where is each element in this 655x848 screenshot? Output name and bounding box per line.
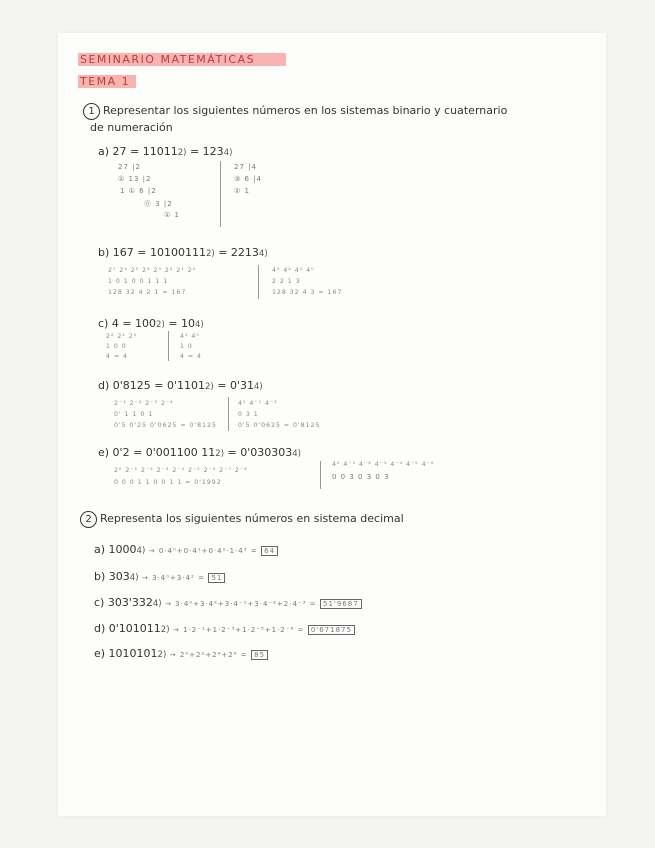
q1d-label: d) 0'8125 = 0'1101 (98, 379, 206, 392)
q2-text: Representa los siguientes números en sistema decimal (100, 512, 404, 525)
q1c-divider (168, 331, 169, 361)
q2c (94, 596, 362, 609)
q1d-sub2: 4) (253, 382, 263, 392)
q2a (94, 543, 278, 556)
q2a-work: → 0·4⁰+0·4¹+0·4²·1·4³ = (148, 547, 258, 555)
q1c-work-right-0: 4¹ 4⁰ (180, 333, 200, 340)
q2-prompt (80, 511, 404, 528)
q2c-result: 51'9687 (320, 599, 362, 609)
q1a-work-left-0: 27 |2 (118, 163, 141, 171)
q1c-eq: = 10 (168, 317, 195, 330)
q2e (94, 647, 268, 660)
q1b-work-right-1: 2 2 1 3 (272, 278, 301, 285)
q1c-work-left-0: 2² 2¹ 2⁰ (106, 333, 138, 340)
q1d-divider (228, 397, 229, 431)
q2d-work: → 1·2⁻¹+1·2⁻³+1·2⁻⁵+1·2⁻⁶ = (173, 626, 305, 634)
q1a-sub2: 4) (223, 148, 233, 158)
q1e-divider (320, 461, 321, 489)
q1a-eq: = 123 (189, 145, 224, 158)
q1e-eq: = 0'030303 (227, 446, 293, 459)
q2e-sub: 2) (157, 650, 167, 660)
q1b-label: b) 167 = 10100111 (98, 246, 206, 259)
q1b-work-right-0: 4³ 4² 4¹ 4⁰ (272, 267, 315, 274)
q1e-work-left-0: 2⁰ 2⁻¹ 2⁻² 2⁻³ 2⁻⁴ 2⁻⁵ 2⁻⁶ 2⁻⁷ 2⁻⁸ (114, 467, 248, 474)
q1e-work-right-0: 4⁰ 4⁻¹ 4⁻² 4⁻³ 4⁻⁴ 4⁻⁵ 4⁻⁶ (332, 461, 435, 468)
q1b-sub1: 2) (205, 249, 215, 259)
q1a-sub1: 2) (177, 148, 187, 158)
q1-text-line2: de numeración (90, 121, 173, 134)
q2e-result: 85 (251, 650, 268, 660)
q2e-work: → 2⁰+2²+2⁴+2⁶ = (169, 651, 248, 659)
q1b-work-left-2: 128 32 4 2 1 = 167 (108, 289, 187, 296)
q1e-equation (98, 446, 301, 459)
q1d-work-right-1: 0 3 1 (238, 411, 259, 418)
q2a-sub: 4) (136, 546, 146, 556)
q1c-sub1: 2) (156, 320, 165, 330)
q2b-work: → 3·4⁰+3·4² = (142, 574, 205, 582)
q1a-work-right-0: 27 |4 (234, 163, 257, 171)
q1-prompt (83, 103, 507, 120)
q2b-label: b) 303 (94, 570, 130, 583)
q1b-eq: = 2213 (218, 246, 259, 259)
q1d-work-left-0: 2⁻¹ 2⁻² 2⁻³ 2⁻⁴ (114, 400, 174, 407)
q1e-work-right-1: 0 0 3 0 3 0 3 (332, 473, 390, 481)
q2d-label: d) 0'101011 (94, 622, 161, 635)
q2b (94, 570, 225, 583)
q2a-result: 64 (261, 546, 278, 556)
q1d-work-right-2: 0'5 0'0625 = 0'8125 (238, 422, 321, 429)
q1c-work-left-1: 1 0 0 (106, 343, 127, 350)
q2a-label: a) 1000 (94, 543, 137, 556)
q2-number: 2 (80, 511, 97, 528)
q1b-divider (258, 265, 259, 299)
q2d-result: 0'671875 (308, 625, 355, 635)
q1-number: 1 (83, 103, 100, 120)
q2b-result: 51 (208, 573, 225, 583)
q1c-work-right-2: 4 = 4 (180, 353, 202, 360)
q1b-work-right-2: 128 32 4 3 = 167 (272, 289, 343, 296)
q1-text-line1: Representar los siguientes números en los sistemas binario y cuaternario (103, 104, 508, 117)
topic-title: TEMA 1 (80, 75, 131, 88)
q1b-equation (98, 246, 268, 259)
q2d-sub: 2) (160, 625, 170, 635)
q1c-sub2: 4) (195, 320, 204, 330)
q1a-work-left-1: ① 13 |2 (118, 175, 152, 183)
q1c-equation (98, 317, 204, 330)
notebook-page (58, 33, 606, 816)
q2d (94, 622, 355, 635)
q1d-work-left-2: 0'5 0'25 0'0625 = 0'8125 (114, 422, 217, 429)
q1d-equation (98, 379, 263, 392)
q1a-work-right-2: ② 1 (234, 187, 250, 195)
q1e-sub1: 2) (215, 449, 225, 459)
q1a-label: a) 27 = 11011 (98, 145, 178, 158)
q1e-label: e) 0'2 = 0'001100 11 (98, 446, 216, 459)
q1b-work-left-0: 2⁷ 2⁶ 2⁵ 2⁴ 2³ 2² 2¹ 2⁰ (108, 267, 197, 274)
q2b-sub: 4) (129, 573, 139, 583)
q1a-divider (220, 161, 221, 227)
q1d-sub1: 2) (205, 382, 214, 392)
q2e-label: e) 1010101 (94, 647, 158, 660)
q1e-sub2: 4) (292, 449, 301, 459)
q1a-equation (98, 145, 232, 158)
q1c-work-right-1: 1 0 (180, 343, 193, 350)
q1d-work-right-0: 4⁰ 4⁻¹ 4⁻² (238, 400, 278, 407)
q1b-work-left-1: 1 0 1 0 0 1 1 1 (108, 278, 169, 285)
q2c-label: c) 303'332 (94, 596, 153, 609)
q2c-sub: 4) (152, 599, 162, 609)
page-title: SEMINARIO MATEMÁTICAS (80, 53, 256, 66)
q1a-work-left-2: 1 ① 6 |2 (120, 187, 157, 195)
q1a-work-left-3: ⓪ 3 |2 (144, 200, 173, 208)
q1d-eq: = 0'31 (217, 379, 254, 392)
q1e-work-left-1: 0 0 0 1 1 0 0 1 1 = 0'1992 (114, 479, 222, 486)
q1a-work-left-4: ① 1 (164, 211, 180, 219)
q1c-label: c) 4 = 100 (98, 317, 157, 330)
q2c-work: → 3·4⁰+3·4²+3·4⁻¹+3·4⁻²+2·4⁻³ = (165, 600, 317, 608)
q1d-work-left-1: 0' 1 1 0 1 (114, 411, 154, 418)
q1c-work-left-2: 4 = 4 (106, 353, 128, 360)
q1a-work-right-1: ③ 6 |4 (234, 175, 262, 183)
q1b-sub2: 4) (258, 249, 268, 259)
